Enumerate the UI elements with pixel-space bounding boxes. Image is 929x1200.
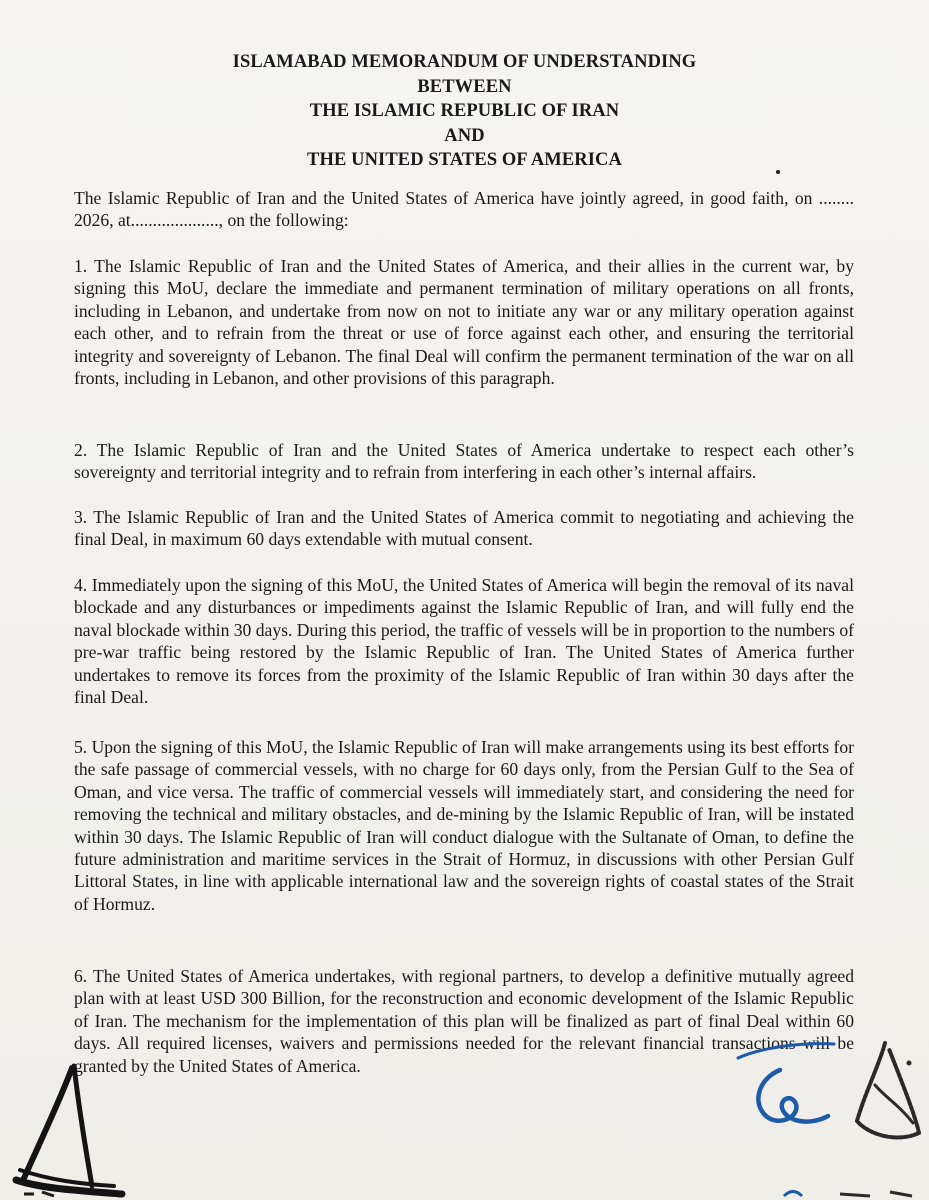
stray-ink-dot [776,170,780,174]
title-line-4: AND [444,125,485,146]
paragraph-6-text: 6. The United States of America undertakes, with regional partners, to develop a definitive mutually agreed plan with at least USD 300 Billion, for the reconstruction and economic development of the Islamic Republic of Iran. The mechanism for the implementation of this plan will be finalized as part of final Deal within 60 days. All required licenses, waivers and permissions needed for the relevant financial transactions will be granted by the United States of America. [74,966,854,1076]
paragraph-4-text: 4. Immediately upon the signing of this MoU, the United States of America will begin the removal of its naval blockade and any disturbances or impediments against the Islamic Republic of Iran, and will fully end the naval blockade within 30 days. During this period, the traffic of vessels will be in proportion to the numbers of pre-war traffic being restored by the Islamic Republic of Iran. The United States of America further undertakes to remove its forces from the proximity of the Islamic Republic of Iran within 30 days after the final Deal. [74,575,854,708]
paragraph-2 [74,439,854,484]
title-line-2: BETWEEN [417,76,512,97]
left-signature-mark [10,1060,130,1200]
paragraph-2-text: 2. The Islamic Republic of Iran and the United States of America undertake to respect each other’s sovereignty and territorial integrity and to refrain from interfering in each other’s internal affairs. [74,440,854,483]
paragraph-4 [74,574,854,708]
paragraph-1-text: 1. The Islamic Republic of Iran and the United States of America, and their allies in the current war, by signing this MoU, declare the immediate and permanent termination of military operations on all fronts, including in Lebanon, and undertake from now on not to initiate any war or any military operation against each other, and to refrain from the threat or use of force against each other, and ensuring the territorial integrity and sovereignty of Lebanon. The final Deal will confirm the permanent termination of the war on all fronts, including in Lebanon, and other provisions of this paragraph. [74,256,854,389]
bottom-left-cutoff-mark [20,1188,60,1200]
document-title [0,50,929,173]
paragraph-1 [74,255,854,389]
paragraph-5-text: 5. Upon the signing of this MoU, the Islamic Republic of Iran will make arrangements using its best efforts for the safe passage of commercial vessels, with no charge for 60 days only, from the Persian Gulf to the Sea of Oman, and vice versa. The traffic of commercial vessels will immediately start, and considering the need for removing the technical and military obstacles, and de-mining by the Islamic Republic of Iran, will be instated within 30 days. The Islamic Republic of Iran will conduct dialogue with the Sultanate of Oman, to define the future administration and maritime services in the Strait of Hormuz, in discussions with other Persian Gulf Littoral States, in line with applicable international law and the sovereign rights of coastal states of the Strait of Hormuz. [74,737,855,914]
intro-text: The Islamic Republic of Iran and the United States of America have jointly agreed, in good faith, on ........ 2026, at...................., on the following: [74,188,854,231]
title-line-5: THE UNITED STATES OF AMERICA [307,150,622,170]
intro-paragraph [74,187,854,232]
title-line-1: ISLAMABAD MEMORANDUM OF UNDERSTANDING [232,52,697,72]
blue-signature [730,1030,850,1140]
bottom-right-cutoff-mark [780,1188,920,1200]
right-scribble-mark [845,1035,929,1150]
paragraph-3 [74,506,854,551]
title-line-3: THE ISLAMIC REPUBLIC OF IRAN [309,101,620,121]
paragraph-5 [74,736,854,915]
paragraph-3-text: 3. The Islamic Republic of Iran and the United States of America commit to negotiating and achieving the final Deal, in maximum 60 days extendable with mutual consent. [74,507,854,550]
